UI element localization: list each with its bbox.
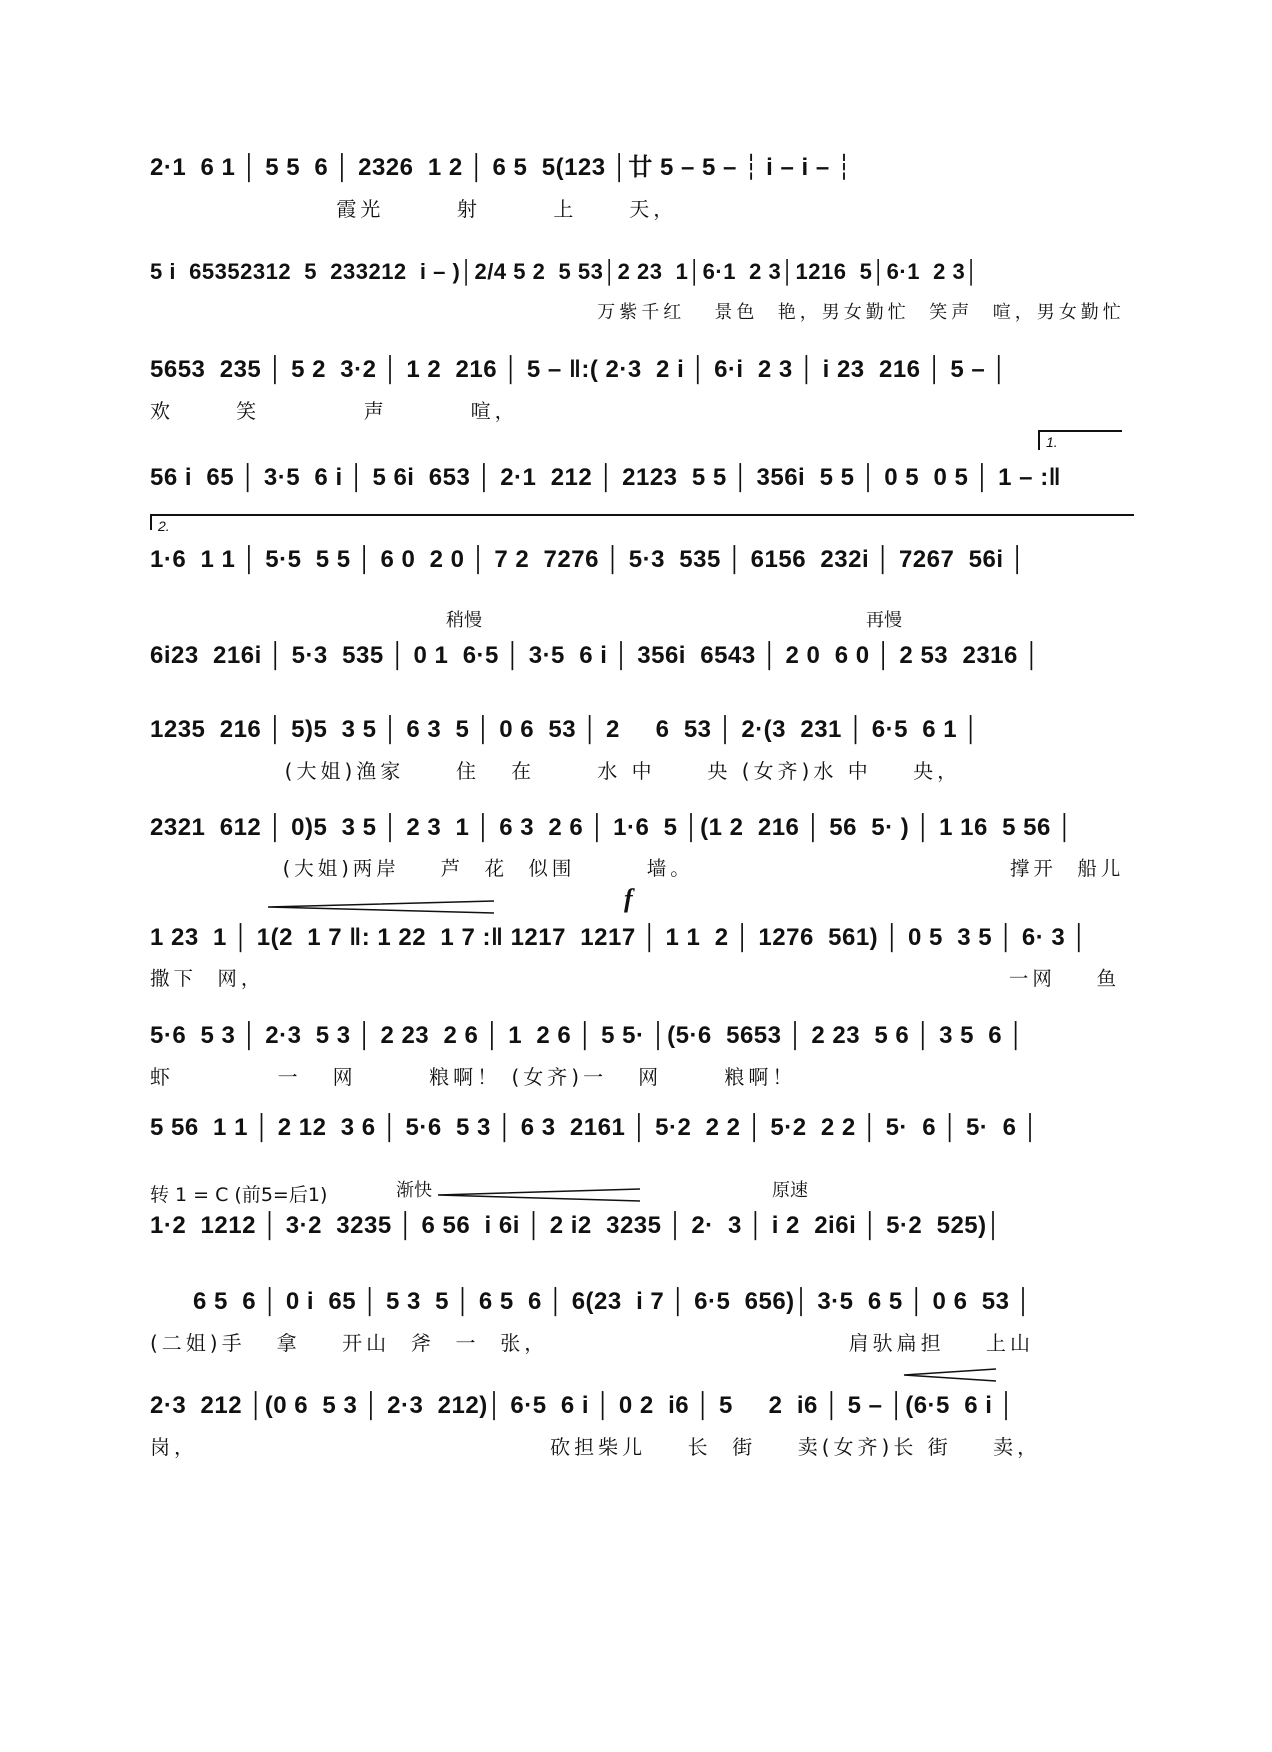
notation-line: 1 23 1 │ 1(2 1 7 ‖: 1 22 1 7 :‖ 1217 1217 │ 1 1 2 │ 1276 561) │ 0 5 3 5 │ 6· 3 │	[150, 924, 1088, 951]
key-change-marking: 转 1 = C (前5=后1)	[150, 1184, 328, 1206]
crescendo-hairpin	[436, 1188, 642, 1202]
notation-line: 5653 235 │ 5 2 3·2 │ 1 2 216 │ 5 – ‖:( 2·3 2 i │ 6·i 2 3 │ i 23 216 │ 5 – │	[150, 356, 1008, 383]
notation-line: 1235 216 │ 5)5 3 5 │ 6 3 5 │ 0 6 53 │ 2 6 53 │ 2·(3 231 │ 6·5 6 1 │	[150, 716, 980, 743]
tempo-marking: 渐快	[396, 1180, 432, 1201]
notation-line: 1·2 1212 │ 3·2 3235 │ 6 56 i 6i │ 2 i2 3235 │ 2· 3 │ i 2 2i6i │ 5·2 525)│	[150, 1212, 1003, 1239]
notation-line: 2·3 212 │(0 6 5 3 │ 2·3 212)│ 6·5 6 i │ 0 2 i6 │ 5 2 i6 │ 5 – │(6·5 6 i │	[150, 1392, 1016, 1419]
notation-line: 6i23 216i │ 5·3 535 │ 0 1 6·5 │ 3·5 6 i │ 356i 6543 │ 2 0 6 0 │ 2 53 2316 │	[150, 642, 1041, 669]
lyric-line: (大姐)渔家 住 在 水 中 央 (女齐)水 中 央，	[150, 759, 962, 783]
lyric-line: 欢 笑 声 喧，	[150, 399, 519, 423]
notation-line: 5 i 65352312 5 233212 i – )│2/4 5 2 5 53│2 23 1│6·1 2 3│1216 5│6·1 2 3│	[150, 259, 980, 284]
notation-line: 5·6 5 3 │ 2·3 5 3 │ 2 23 2 6 │ 1 2 6 │ 5 5· │(5·6 5653 │ 2 23 5 6 │ 3 5 6 │	[150, 1022, 1025, 1049]
volta-label: 2.	[158, 518, 170, 534]
volta-label: 1.	[1046, 434, 1058, 450]
volta-bracket-1	[1038, 430, 1122, 450]
lyric-line: 霞光 射 上 天，	[150, 197, 678, 221]
notation-line: 5 56 1 1 │ 2 12 3 6 │ 5·6 5 3 │ 6 3 2161 │ 5·2 2 2 │ 5·2 2 2 │ 5· 6 │ 5· 6 │	[150, 1114, 1040, 1141]
tempo-marking: 再慢	[866, 610, 902, 631]
tempo-marking: 原速	[772, 1180, 808, 1201]
crescendo-hairpin	[266, 900, 496, 914]
notation-line: 6 5 6 │ 0 i 65 │ 5 3 5 │ 6 5 6 │ 6(23 i 7 │ 6·5 656)│ 3·5 6 5 │ 0 6 53 │	[150, 1288, 1033, 1315]
notation-line: 2321 612 │ 0)5 3 5 │ 2 3 1 │ 6 3 2 6 │ 1·6 5 │(1 2 216 │ 56 5· ) │ 1 16 5 56 │	[150, 814, 1074, 841]
notation-line: 56 i 65 │ 3·5 6 i │ 5 6i 653 │ 2·1 212 │ 2123 5 5 │ 356i 5 5 │ 0 5 0 5 │ 1 – :‖	[150, 464, 1062, 491]
lyric-line: 虾 一 网 粮啊！ (女齐)一 网 粮啊！	[150, 1065, 797, 1089]
lyric-line: 撒下 网， 一网 鱼	[150, 967, 1121, 990]
tempo-marking: 稍慢	[446, 610, 482, 631]
dynamic-forte: f	[624, 884, 633, 913]
notation-line: 2·1 6 1 │ 5 5 6 │ 2326 1 2 │ 6 5 5(123 │廿 5 – 5 – ┆ i – i – ┆	[150, 154, 852, 181]
volta-bracket-2	[150, 514, 1134, 534]
crescendo-hairpin	[902, 1368, 998, 1382]
lyric-line: (大姐)两岸 芦 花 似围 墙。 撑开 船儿	[150, 857, 1125, 880]
notation-line: 1·6 1 1 │ 5·5 5 5 │ 6 0 2 0 │ 7 2 7276 │ 5·3 535 │ 6156 232i │ 7267 56i │	[150, 546, 1027, 573]
lyric-line: 万紫千红 景色 艳，男女勤忙 笑声 喧，男女勤忙	[150, 302, 1125, 323]
lyric-line: (二姐)手 拿 开山 斧 一 张， 肩驮扁担 上山	[150, 1331, 1035, 1355]
lyric-line: 岗， 砍担柴儿 长 街 卖(女齐)长 街 卖，	[150, 1435, 1042, 1459]
